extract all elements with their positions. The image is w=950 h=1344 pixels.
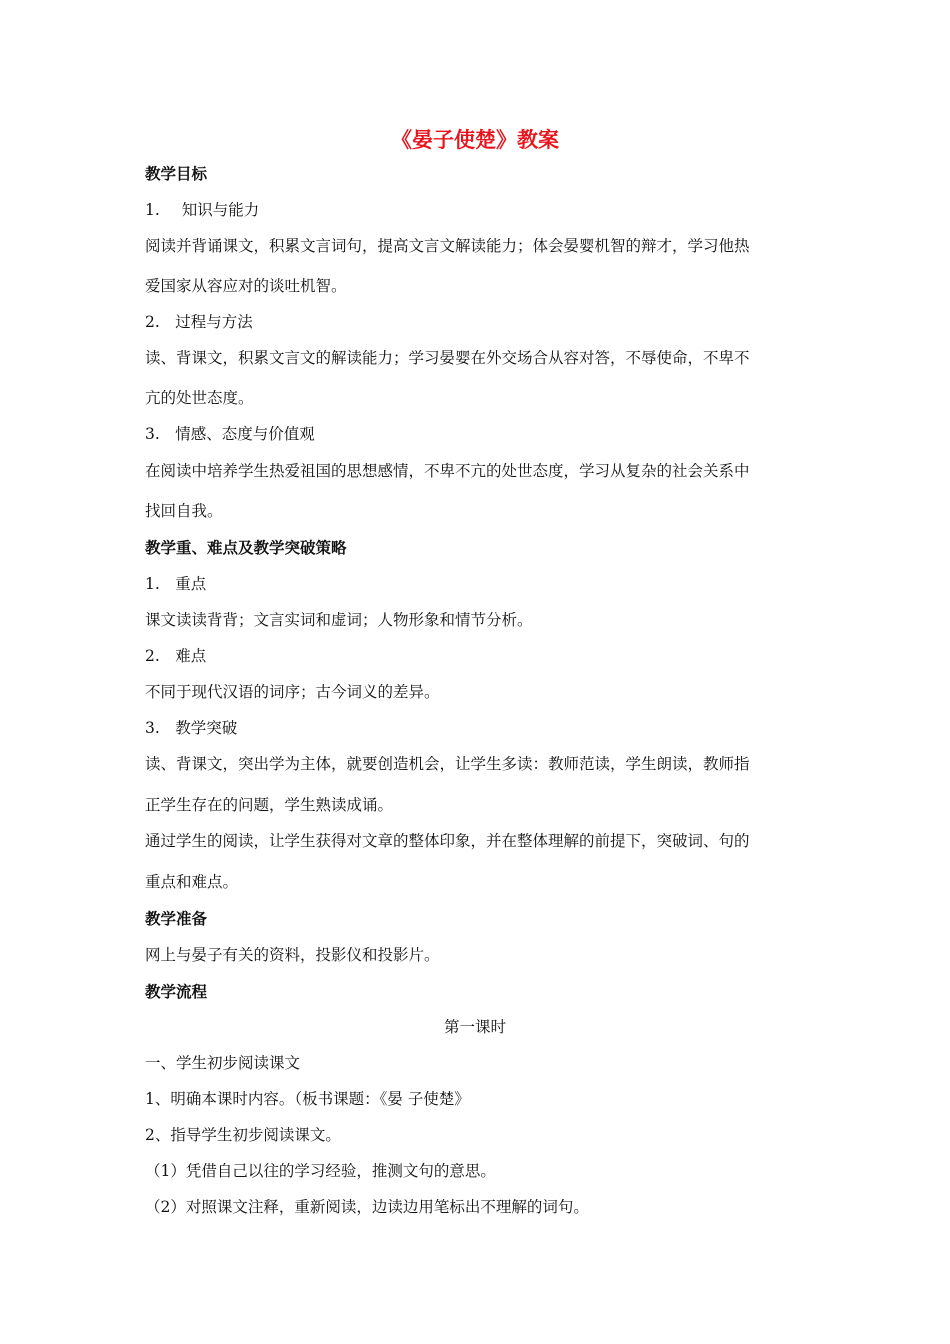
section-heading-objectives: 教学目标 <box>145 165 208 183</box>
paragraph: 不同于现代汉语的词序；古今词义的差异。 <box>145 683 440 701</box>
paragraph: 亢的处世态度。 <box>145 389 254 407</box>
objective-item-2: 2. 过程与方法 <box>145 313 253 331</box>
paragraph: 课文读读背背；文言实词和虚词；人物形象和情节分析。 <box>145 611 533 629</box>
paragraph: 读、背课文，积累文言文的解读能力；学习晏婴在外交场合从容对答，不辱使命，不卑不 <box>145 349 750 367</box>
paragraph: 爱国家从容应对的谈吐机智。 <box>145 277 347 295</box>
process-step-1-1: 1、明确本课时内容。（板书课题：《晏 子使楚》 <box>145 1090 470 1108</box>
lesson-label: 第一课时 <box>443 1018 506 1036</box>
document-title: 《晏子使楚》教案 <box>391 128 559 152</box>
process-step-1-2-a: （1）凭借自己以往的学习经验，推测文句的意思。 <box>145 1162 496 1180</box>
process-step-1-2-b: （2）对照课文注释，重新阅读，边读边用笔标出不理解的词句。 <box>145 1198 589 1216</box>
section-heading-keypoints: 教学重、难点及教学突破策略 <box>145 539 347 557</box>
objective-item-3: 3. 情感、态度与价值观 <box>145 425 315 443</box>
paragraph: 在阅读中培养学生热爱祖国的思想感情，不卑不亢的处世态度，学习从复杂的社会关系中 <box>145 462 750 480</box>
objective-item-1-text: 知识与能力 <box>181 201 260 219</box>
objective-item-1-label: 1. <box>145 201 160 219</box>
objective-item-1 <box>145 200 259 220</box>
paragraph: 阅读并背诵课文，积累文言词句，提高文言文解读能力；体会晏婴机智的辩才，学习他热 <box>145 237 750 255</box>
keypoint-item-2: 2. 难点 <box>145 647 207 665</box>
paragraph: 读、背课文，突出学为主体，就要创造机会，让学生多读：教师范读，学生朗读，教师指 <box>145 755 750 773</box>
paragraph: 通过学生的阅读，让学生获得对文章的整体印象，并在整体理解的前提下，突破词、句的 <box>145 832 750 850</box>
paragraph: 网上与晏子有关的资料，投影仪和投影片。 <box>145 946 440 964</box>
section-heading-preparation: 教学准备 <box>145 910 208 928</box>
keypoint-item-1: 1. 重点 <box>145 575 207 593</box>
keypoint-item-3: 3. 教学突破 <box>145 719 238 737</box>
section-heading-process: 教学流程 <box>145 983 208 1001</box>
paragraph: 正学生存在的问题，学生熟读成诵。 <box>145 796 394 814</box>
paragraph: 重点和难点。 <box>145 873 239 891</box>
process-step-1: 一、学生初步阅读课文 <box>145 1054 301 1072</box>
paragraph: 找回自我。 <box>145 502 223 520</box>
process-step-1-2: 2、指导学生初步阅读课文。 <box>145 1126 341 1144</box>
